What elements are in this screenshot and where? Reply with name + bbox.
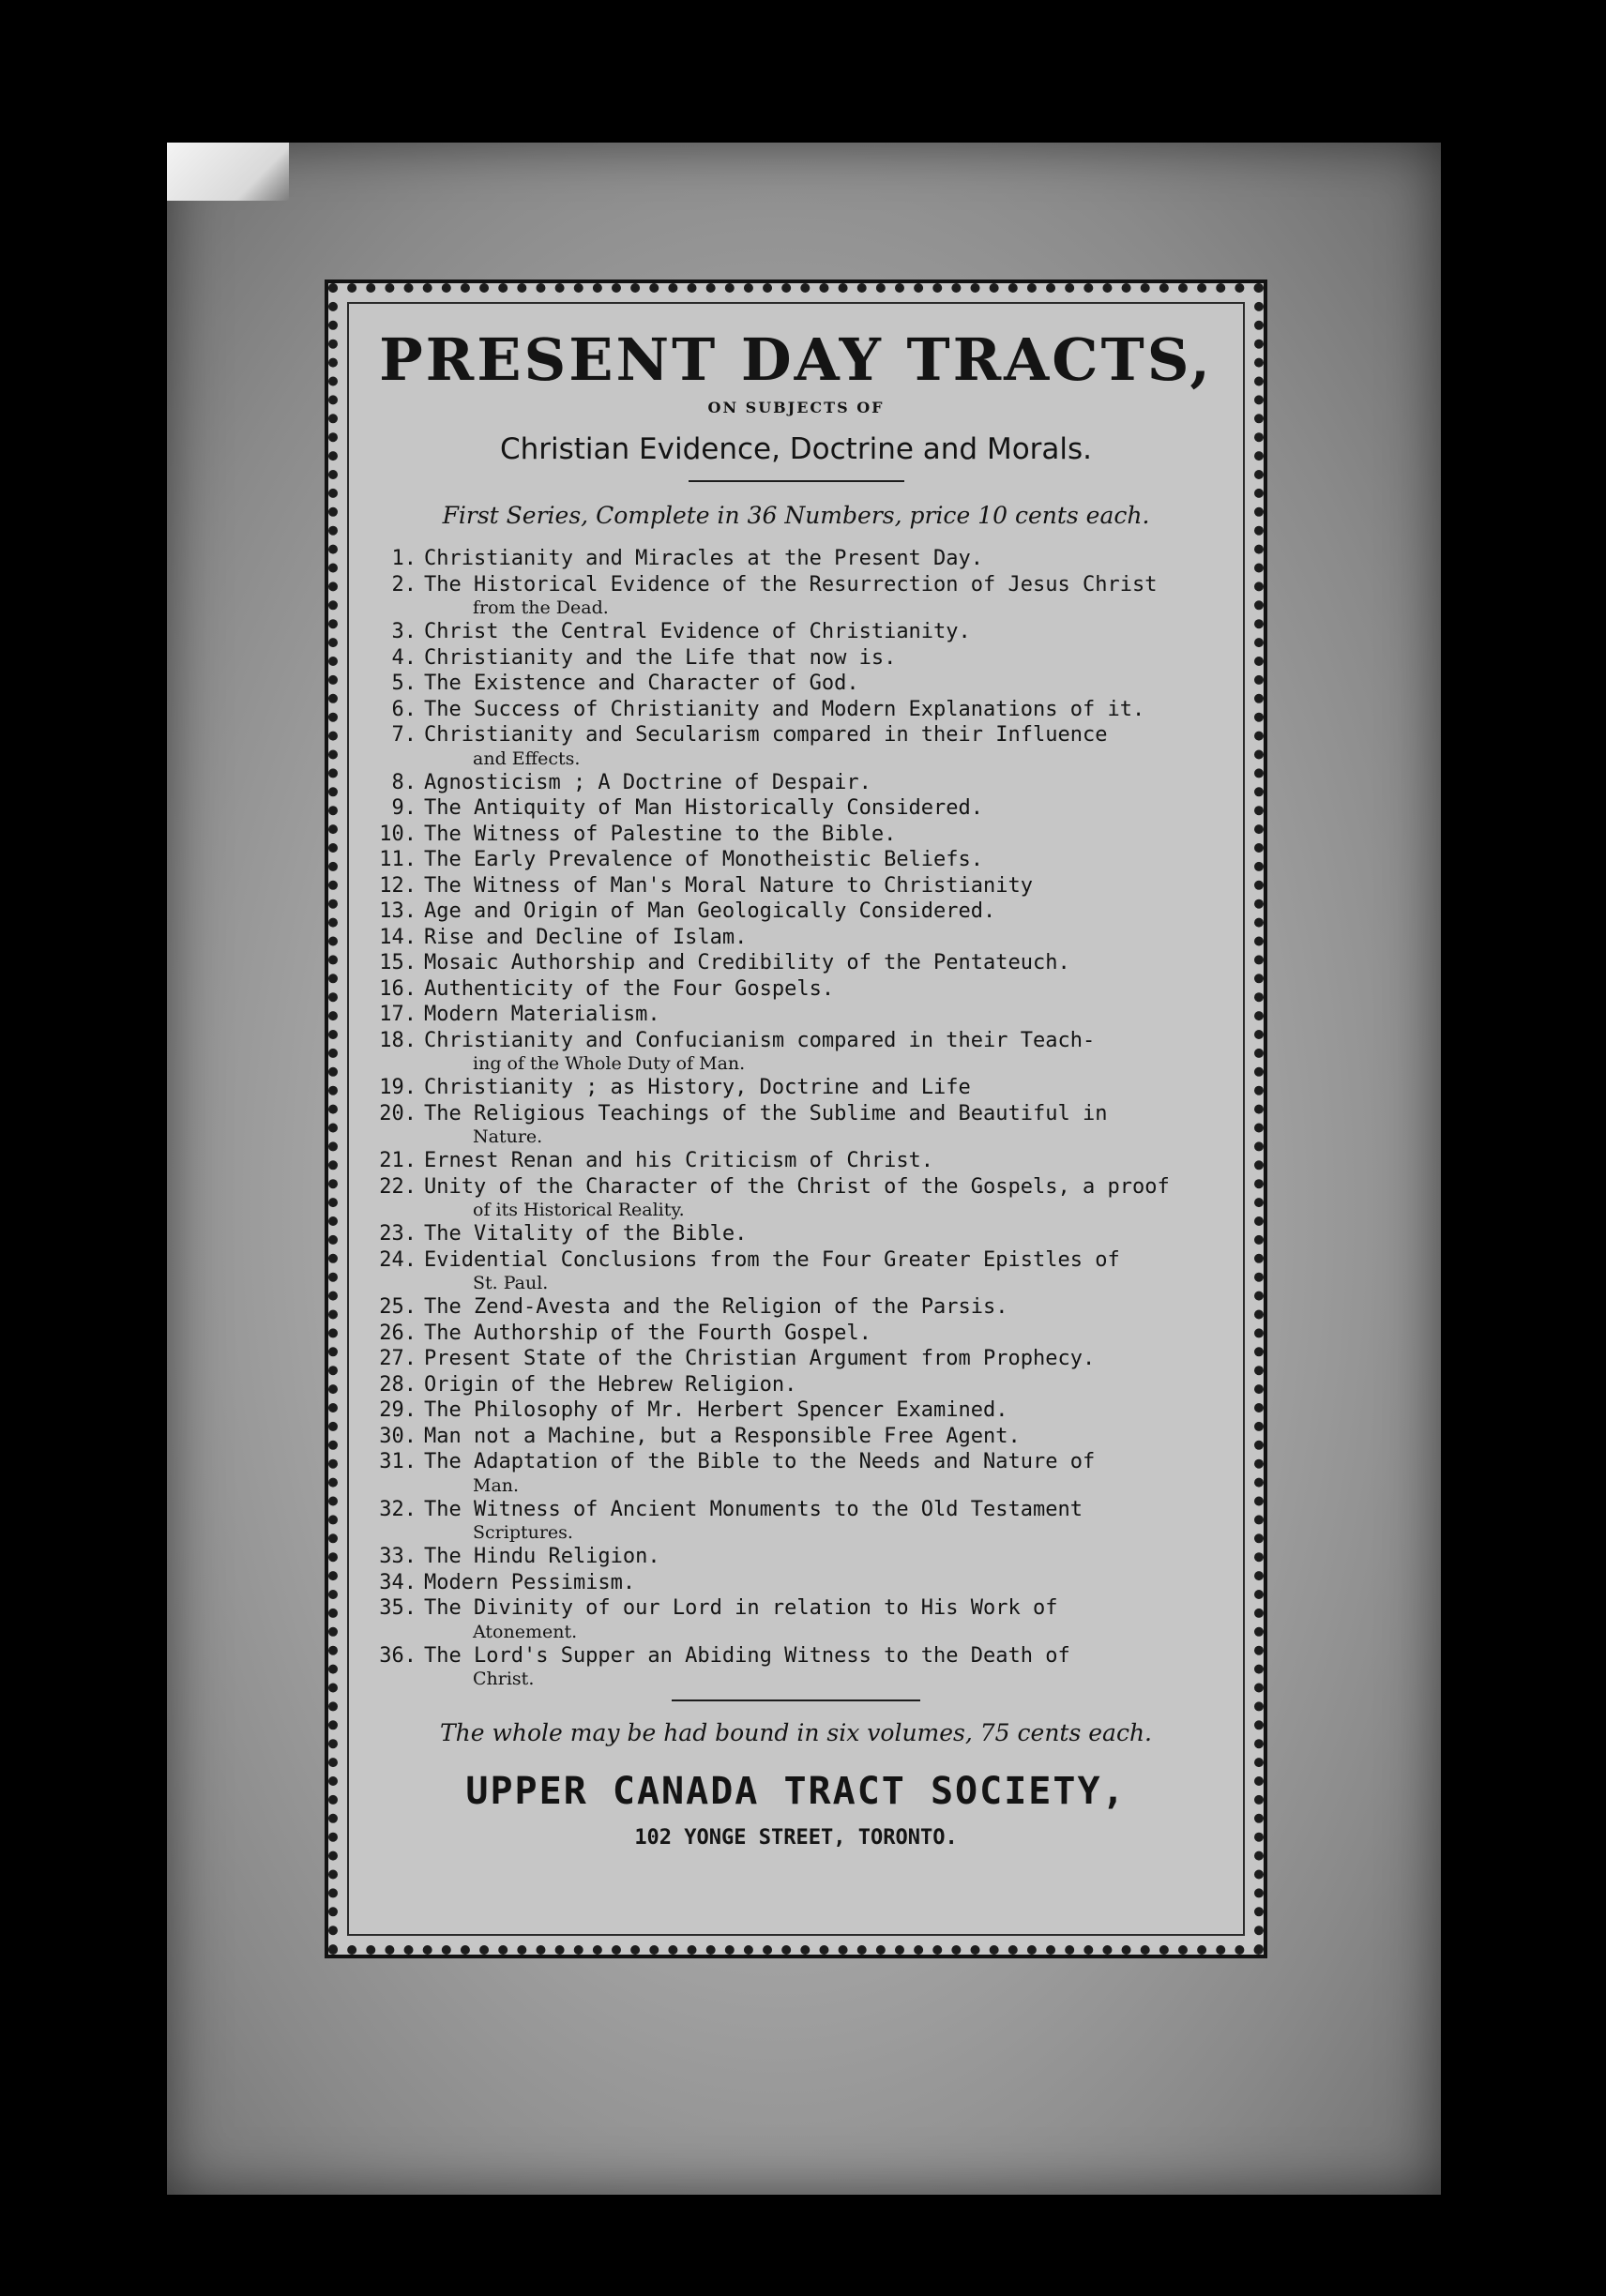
item-number: 28. <box>379 1372 417 1397</box>
list-item <box>368 925 1234 951</box>
item-number: 24. <box>379 1247 417 1272</box>
item-number: 14. <box>379 925 417 949</box>
item-number: 18. <box>379 1028 417 1052</box>
list-item <box>368 873 1234 899</box>
item-number: 15. <box>379 951 417 974</box>
list-item <box>368 795 1234 822</box>
item-number: 1. <box>391 547 417 570</box>
item-title: Mosaic Authorship and Credibility of the Pentateuch. <box>424 951 1070 974</box>
item-number: 26. <box>379 1321 417 1345</box>
item-number: 33. <box>379 1545 417 1568</box>
item-number: 31. <box>379 1450 417 1473</box>
list-item <box>368 1372 1234 1398</box>
item-number: 3. <box>391 620 417 643</box>
item-number: 9. <box>391 796 417 820</box>
item-number: 5. <box>391 672 417 695</box>
item-title: The Philosophy of Mr. Herbert Spencer Examined. <box>424 1398 1008 1422</box>
list-item <box>368 1028 1234 1076</box>
list-item <box>368 1294 1234 1321</box>
item-number: 4. <box>391 645 417 670</box>
list-item <box>368 822 1234 848</box>
list-item <box>368 697 1234 723</box>
item-number: 20. <box>379 1101 417 1125</box>
item-title: The Hindu Religion. <box>424 1545 660 1568</box>
divider-bottom <box>672 1699 920 1701</box>
item-number: 10. <box>379 822 417 846</box>
item-number: 22. <box>379 1174 417 1199</box>
item-title: The Witness of Ancient Monuments to the Old Testament <box>424 1497 1083 1521</box>
list-item <box>368 847 1234 873</box>
list-item <box>368 1497 1234 1545</box>
list-item <box>368 1643 1234 1691</box>
list-item <box>368 1346 1234 1372</box>
item-title: The Lord's Supper an Abiding Witness to the Death of <box>424 1643 1070 1668</box>
item-number: 25. <box>379 1295 417 1319</box>
item-number: 23. <box>379 1222 417 1246</box>
list-item <box>368 1174 1234 1222</box>
bound-volumes-note: The whole may be had bound in six volumes, 75 cents each. <box>439 1719 1153 1746</box>
item-title: Modern Pessimism. <box>424 1570 636 1594</box>
item-title: Unity of the Character of the Christ of the Gospels, a proof <box>424 1174 1170 1199</box>
item-title: Evidential Conclusions from the Four Greater Epistles of <box>424 1247 1120 1272</box>
item-title: Ernest Renan and his Criticism of Christ. <box>424 1149 934 1172</box>
list-item <box>368 950 1234 976</box>
list-item <box>368 722 1234 770</box>
item-title: The Religious Teachings of the Sublime and Beautiful in <box>424 1101 1108 1125</box>
item-title: Christ the Central Evidence of Christianity. <box>424 620 971 643</box>
item-title-continuation: Scriptures. <box>473 1522 573 1543</box>
item-title: The Zend-Avesta and the Religion of the Parsis. <box>424 1295 1008 1319</box>
item-title: Christianity ; as History, Doctrine and Life <box>424 1076 971 1099</box>
item-title: Christianity and Miracles at the Present Day. <box>424 547 984 570</box>
subjects-heading: Christian Evidence, Doctrine and Morals. <box>499 432 1093 466</box>
list-item <box>368 1424 1234 1450</box>
list-item <box>368 770 1234 796</box>
item-number: 6. <box>391 697 417 721</box>
list-item <box>368 1321 1234 1347</box>
torn-corner <box>167 143 289 201</box>
item-number: 35. <box>379 1596 417 1620</box>
item-number: 2. <box>391 572 417 597</box>
item-number: 21. <box>379 1149 417 1172</box>
item-number: 29. <box>379 1398 417 1422</box>
page-title: PRESENT DAY TRACTS, <box>379 325 1213 394</box>
item-title: Agnosticism ; A Doctrine of Despair. <box>424 770 871 794</box>
item-title-continuation: Man. <box>473 1474 520 1496</box>
list-item <box>368 1397 1234 1424</box>
list-item <box>368 1570 1234 1596</box>
item-title: Christianity and the Life that now is. <box>424 645 897 670</box>
list-item <box>368 1247 1234 1295</box>
item-title: Origin of the Hebrew Religion. <box>424 1372 797 1397</box>
list-item <box>368 1002 1234 1028</box>
item-title-continuation: Christ. <box>473 1669 535 1689</box>
item-title: The Historical Evidence of the Resurrection of Jesus Christ <box>424 572 1158 597</box>
tract-advertisement <box>356 326 1235 1851</box>
list-item <box>368 1101 1234 1149</box>
list-item <box>368 1595 1234 1643</box>
item-title: The Adaptation of the Bible to the Needs and Nature of <box>424 1450 1096 1473</box>
item-title: The Divinity of our Lord in relation to His Work of <box>424 1596 1058 1620</box>
list-item <box>368 619 1234 645</box>
item-title-continuation: St. Paul. <box>473 1273 549 1293</box>
item-title: The Success of Christianity and Modern Explanations of it. <box>424 697 1145 721</box>
item-number: 30. <box>379 1424 417 1448</box>
item-number: 13. <box>379 899 417 923</box>
list-item <box>368 546 1234 572</box>
list-item <box>368 1221 1234 1247</box>
item-title: The Vitality of the Bible. <box>424 1222 748 1246</box>
item-number: 36. <box>379 1643 417 1668</box>
item-title-continuation: of its Historical Reality. <box>473 1200 685 1220</box>
publisher-address: 102 YONGE STREET, TORONTO. <box>634 1826 958 1850</box>
item-number: 16. <box>379 976 417 1001</box>
item-title: Christianity and Confucianism compared in their Teach- <box>424 1028 1096 1052</box>
item-title-continuation: and Effects. <box>473 748 581 769</box>
item-title: Present State of the Christian Argument from Prophecy. <box>424 1347 1096 1370</box>
list-item <box>368 1148 1234 1174</box>
item-title-continuation: ing of the Whole Duty of Man. <box>473 1053 746 1074</box>
item-title: The Witness of Palestine to the Bible. <box>424 822 897 846</box>
item-number: 19. <box>379 1076 417 1099</box>
list-item <box>368 976 1234 1003</box>
item-title: Rise and Decline of Islam. <box>424 925 748 949</box>
item-number: 32. <box>379 1497 417 1521</box>
item-number: 12. <box>379 873 417 898</box>
list-item <box>368 1449 1234 1497</box>
item-title-continuation: from the Dead. <box>473 597 609 618</box>
item-title: The Early Prevalence of Monotheistic Beliefs. <box>424 848 984 871</box>
list-item <box>368 572 1234 620</box>
item-title: Modern Materialism. <box>424 1003 660 1026</box>
item-title: The Authorship of the Fourth Gospel. <box>424 1321 871 1345</box>
item-title: The Witness of Man's Moral Nature to Christianity <box>424 873 1034 898</box>
list-item <box>368 645 1234 672</box>
item-title: Authenticity of the Four Gospels. <box>424 976 835 1001</box>
list-item <box>368 1544 1234 1570</box>
subjects-prefix: ON SUBJECTS OF <box>707 399 885 416</box>
item-title-continuation: Atonement. <box>473 1621 578 1642</box>
item-title-continuation: Nature. <box>473 1126 543 1147</box>
item-number: 17. <box>379 1003 417 1026</box>
item-number: 8. <box>391 770 417 794</box>
item-title: Christianity and Secularism compared in their Influence <box>424 723 1108 747</box>
item-title: Age and Origin of Man Geologically Considered. <box>424 899 996 923</box>
list-item <box>368 671 1234 697</box>
item-title: Man not a Machine, but a Responsible Free Agent. <box>424 1424 1021 1448</box>
list-item <box>368 1075 1234 1101</box>
divider-top <box>689 480 904 482</box>
item-number: 34. <box>379 1570 417 1594</box>
item-number: 7. <box>391 723 417 747</box>
tract-list <box>356 546 1234 1690</box>
item-title: The Existence and Character of God. <box>424 672 859 695</box>
publisher-name: UPPER CANADA TRACT SOCIETY, <box>465 1770 1127 1813</box>
series-line: First Series, Complete in 36 Numbers, price 10 cents each. <box>442 502 1150 529</box>
item-title: The Antiquity of Man Historically Considered. <box>424 796 984 820</box>
item-number: 11. <box>379 848 417 871</box>
list-item <box>368 899 1234 925</box>
item-number: 27. <box>379 1347 417 1370</box>
